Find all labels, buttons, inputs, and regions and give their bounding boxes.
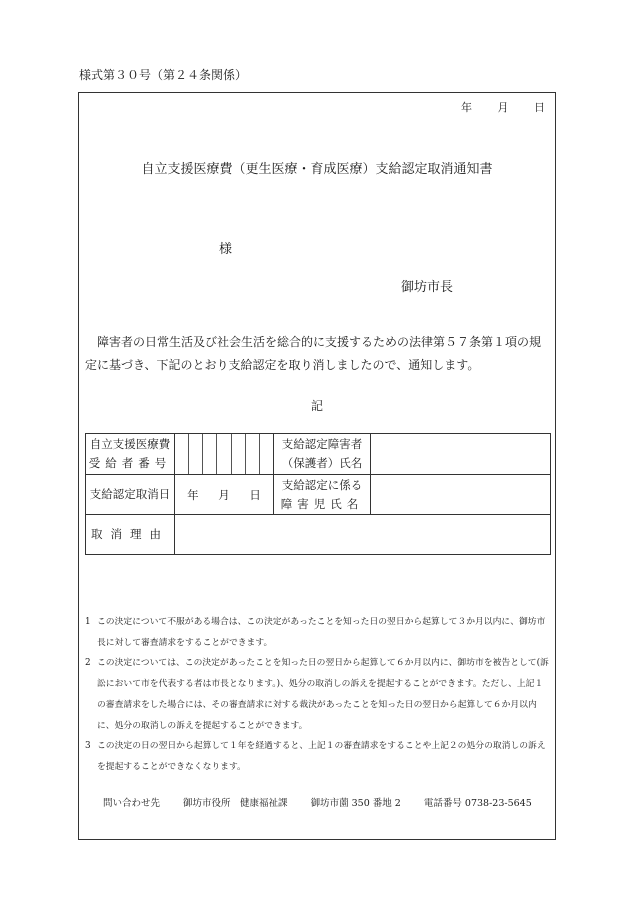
cancel-date-field[interactable]: 年 月 日 [175, 475, 274, 515]
recipient-number-label-line1: 自立支援医療費 [89, 437, 171, 451]
contact-phone: 電話番号 0738-23-5645 [423, 798, 532, 809]
issuer-name: 御坊市長 [401, 280, 454, 295]
child-label-line1: 支給認定に係る [281, 477, 363, 492]
guardian-name-label [274, 434, 371, 475]
ki-label: 記 [310, 399, 323, 413]
cancel-date-label: 支給認定取消日 [86, 475, 175, 515]
cancel-reason-label: 取消理由 [86, 515, 175, 555]
cancel-reason-field[interactable] [175, 515, 551, 555]
recipient-number-label [86, 434, 175, 475]
form-number: 様式第３０号（第２４条関係） [79, 68, 248, 82]
issue-date: 年 月 日 [461, 101, 545, 114]
details-table [85, 433, 551, 555]
guardian-label-line2: （保護者）氏名 [281, 456, 363, 470]
child-label-line2: 障害児氏名 [280, 496, 364, 511]
note-item: 1 この決定について不服がある場合は、この決定があったことを知った日の翌日から起算して３か月以内に、御坊市長に対して審査請求をすることができます。 [85, 617, 546, 648]
note-item: 2 この決定については、この決定があったことを知った日の翌日から起算して６か月以内に、御坊市を被告として(訴訟において市を代表する者は市長となります。)、処分の取消しの訴えを提起することができます。ただし、上記１の審査請求をした場合には、その審査請求に対する裁決があったことを知った日の翌日から起算して６か月以内に、処分の取消しの訴えを提起することができます。 [85, 658, 549, 731]
contact-address: 御坊市薗 350 番地 2 [310, 798, 401, 809]
notes-list [85, 612, 551, 778]
recipient-number-boxes[interactable] [175, 434, 274, 475]
notice-frame [78, 92, 556, 840]
note-item: 3 この決定の日の翌日から起算して１年を経過すると、上記１の審査請求をすることや上記２の処分の取消しの訴えを提起することができなくなります。 [85, 741, 546, 772]
guardian-name-field[interactable] [371, 434, 551, 475]
child-name-field[interactable] [371, 475, 551, 515]
document-title: 自立支援医療費（更生医療・育成医療）支給認定取消通知書 [141, 162, 493, 177]
recipient-number-label-line2: 受給者番号 [88, 456, 172, 470]
child-name-label [274, 475, 371, 515]
contact-info [103, 795, 552, 809]
contact-office: 御坊市役所 健康福祉課 [183, 798, 288, 809]
guardian-label-line1: 支給認定障害者 [281, 437, 363, 451]
addressee-suffix: 様 [219, 242, 233, 257]
body-text: 障害者の日常生活及び社会生活を総合的に支援するための法律第５７条第１項の規定に基づき、下記のとおり支給認定を取り消しましたので、通知します。 [85, 335, 542, 372]
contact-label: 問い合わせ先 [103, 798, 161, 809]
